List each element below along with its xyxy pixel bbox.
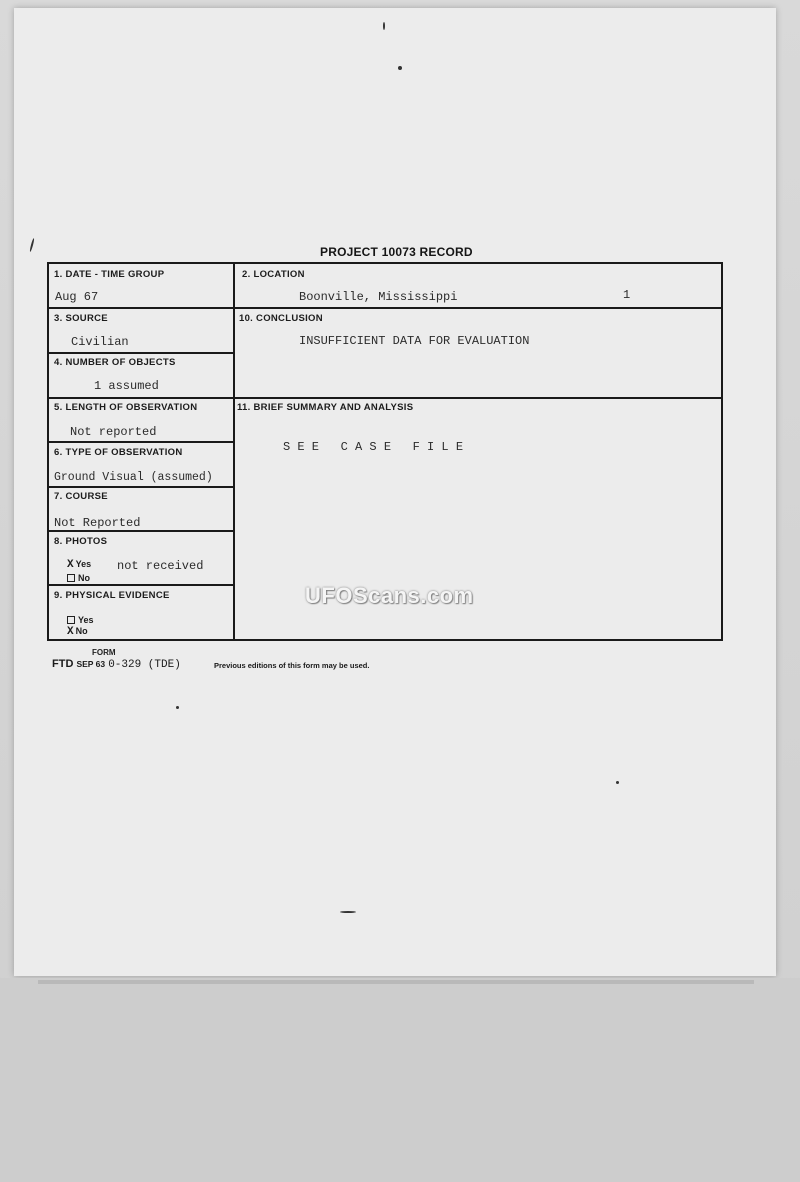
row-divider (49, 441, 234, 443)
footer-form-prefix: FTD (52, 658, 74, 670)
date-time-group-value: Aug 67 (55, 290, 99, 304)
physical-evidence-yes-option (67, 615, 94, 625)
footer-form-date: SEP 63 (76, 659, 106, 669)
scanner-bed (0, 978, 800, 1182)
footer-form-id (52, 658, 181, 671)
row-divider (49, 584, 234, 586)
footer-note: Previous editions of this form may be used. (214, 661, 370, 670)
row-divider (49, 486, 234, 488)
length-of-observation-label: 5. LENGTH OF OBSERVATION (54, 402, 198, 413)
page-number: 1 (623, 288, 631, 302)
length-of-observation-value: Not reported (70, 425, 157, 439)
speck-mark (176, 706, 179, 709)
footer-form-label: FORM (92, 648, 116, 657)
watermark: UFOScans.com (305, 583, 474, 608)
speck-mark (340, 911, 356, 913)
number-of-objects-label: 4. NUMBER OF OBJECTS (54, 357, 176, 368)
checked-x-icon: X (67, 559, 74, 571)
speck-mark (398, 66, 402, 70)
conclusion-value: INSUFFICIENT DATA FOR EVALUATION (299, 334, 530, 348)
speck-mark (616, 781, 619, 784)
row-divider (49, 397, 723, 399)
form-title: PROJECT 10073 RECORD (320, 245, 473, 259)
physical-evidence-yes-label: Yes (78, 615, 94, 625)
photos-no-option (67, 573, 90, 583)
course-label: 7. COURSE (54, 491, 108, 502)
checkbox-empty-icon (67, 574, 75, 582)
footer-form-number: 0-329 (TDE) (108, 659, 181, 671)
physical-evidence-no-label: No (75, 626, 88, 636)
checked-x-icon: X (67, 626, 74, 638)
location-value: Boonville, Mississippi (299, 290, 458, 304)
location-label: 2. LOCATION (242, 269, 305, 280)
photos-yes-option (67, 559, 91, 571)
conclusion-label: 10. CONCLUSION (239, 313, 323, 324)
physical-evidence-no-option (67, 626, 88, 638)
row-divider (49, 352, 234, 354)
number-of-objects-value: 1 assumed (94, 379, 159, 393)
source-value: Civilian (71, 335, 129, 349)
brief-summary-value: S E E C A S E F I L E (283, 440, 464, 454)
scanner-edge (38, 980, 754, 984)
photos-label: 8. PHOTOS (54, 536, 108, 547)
speck-mark (383, 22, 385, 30)
type-of-observation-value: Ground Visual (assumed) (54, 471, 213, 484)
course-value: Not Reported (54, 516, 141, 530)
checkbox-empty-icon (67, 616, 75, 624)
photos-yes-label: Yes (75, 559, 92, 569)
type-of-observation-label: 6. TYPE OF OBSERVATION (54, 447, 183, 458)
photos-no-label: No (78, 573, 90, 583)
source-label: 3. SOURCE (54, 313, 108, 324)
physical-evidence-label: 9. PHYSICAL EVIDENCE (54, 590, 170, 601)
date-time-group-label: 1. DATE - TIME GROUP (54, 269, 165, 280)
photos-note: not received (117, 559, 204, 573)
brief-summary-label: 11. BRIEF SUMMARY AND ANALYSIS (237, 402, 414, 413)
row-divider (49, 530, 234, 532)
row-divider (49, 307, 723, 309)
